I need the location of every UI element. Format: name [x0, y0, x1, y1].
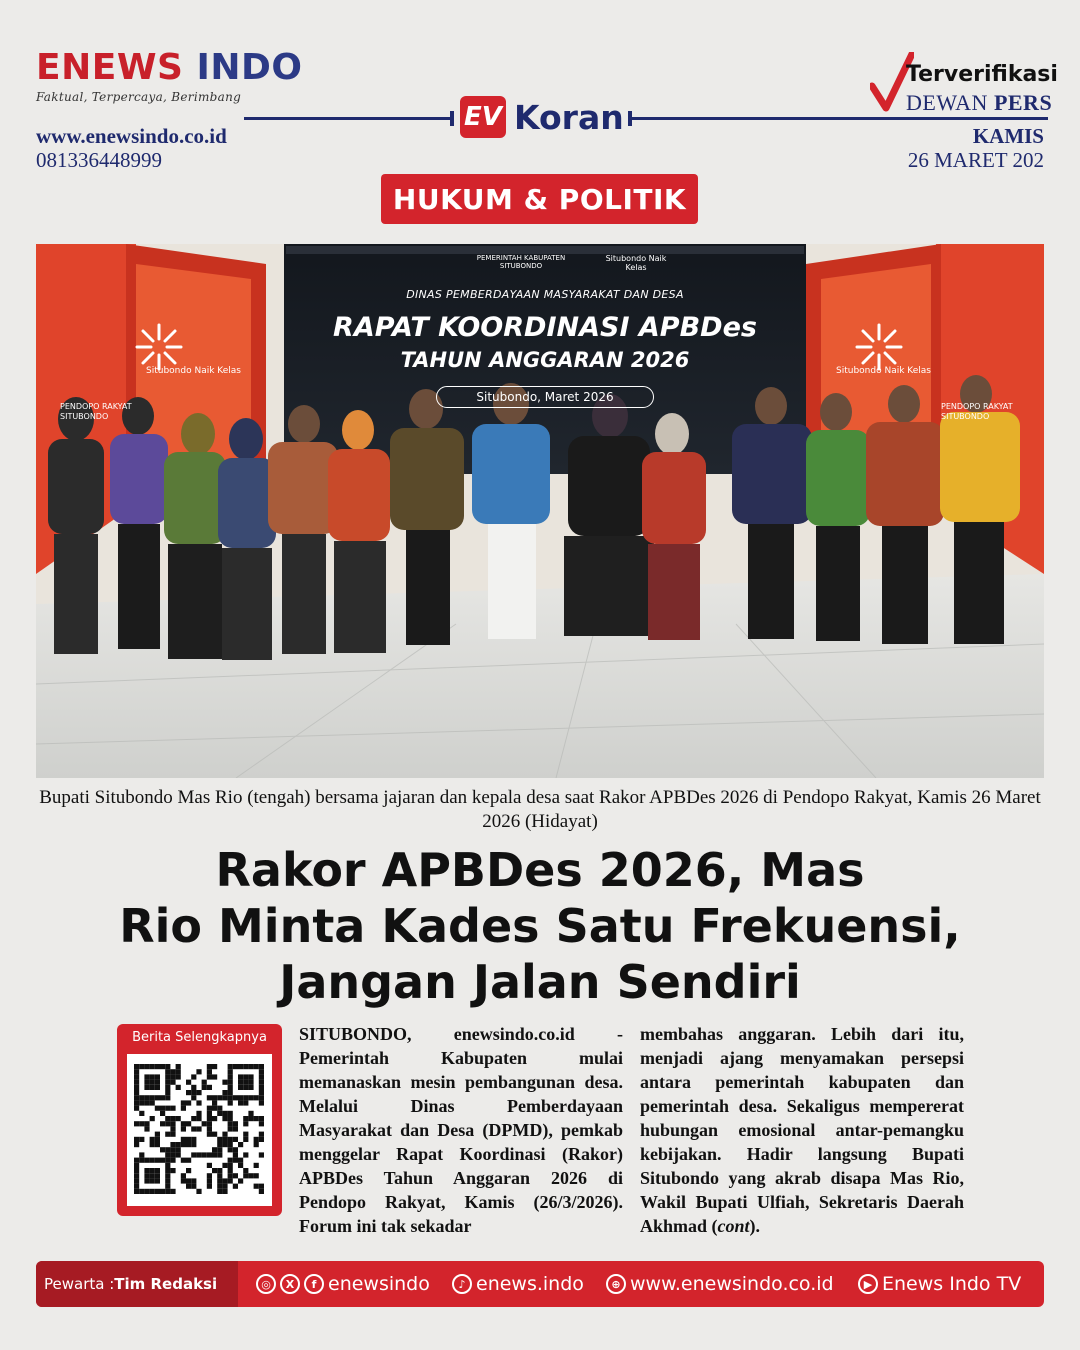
brand-tagline: Faktual, Terpercaya, Berimbang: [36, 90, 242, 104]
qr-label: Berita Selengkapnya: [132, 1030, 267, 1045]
banner-date: Situbondo, Maret 2026: [436, 386, 654, 408]
ev-logo-icon: EV: [460, 96, 506, 138]
instagram-icon: ◎: [256, 1274, 276, 1294]
edition-badge: [460, 96, 624, 138]
tiktok-handle-text: enews.indo: [476, 1273, 584, 1295]
facebook-icon: f: [304, 1274, 324, 1294]
footer-website[interactable]: [606, 1261, 834, 1307]
verified-badge: [870, 52, 1060, 114]
youtube-channel[interactable]: [858, 1261, 1021, 1307]
social-handle-text: enewsindo: [328, 1273, 430, 1295]
news-photo: [36, 244, 1044, 778]
qr-code-icon[interactable]: [127, 1054, 272, 1206]
globe-icon: ⊕: [606, 1274, 626, 1294]
venue-label-right: PENDOPO RAKYAT SITUBONDO: [941, 402, 1013, 421]
reporter-name: Tim Redaksi: [114, 1275, 218, 1293]
issue-date: 26 MARET 202: [907, 148, 1044, 172]
banner-logo-text-2: Situbondo Naik Kelas: [605, 254, 667, 272]
continued-marker: cont: [717, 1216, 750, 1236]
press-council-label: [906, 90, 1052, 116]
side-slogan-right: Situbondo Naik Kelas: [836, 366, 931, 376]
section-tag[interactable]: HUKUM & POLITIK: [381, 174, 698, 224]
footer-website-text: www.enewsindo.co.id: [630, 1273, 834, 1295]
tiktok-handle[interactable]: [452, 1261, 584, 1307]
header-rule-left: [244, 117, 452, 120]
article-column-2-text: membahas anggaran. Lebih dari itu, menjadi ajang menyamakan persepsi antara pemerintah kabupaten dan pemerintah desa. Sekaligus mempererat hubungan emosional antar-pemangku kebijakan. Hadir langsung Bupati Situbondo yang akrab disapa Mas Rio, Wakil Bupati Ulfiah, Sekretaris Daerah Akhmad (: [640, 1024, 964, 1236]
edition-label: Koran: [514, 97, 624, 137]
youtube-channel-text: Enews Indo TV: [882, 1273, 1022, 1295]
reporter-credit: [36, 1261, 238, 1307]
qr-code-box[interactable]: [117, 1024, 282, 1216]
press-council-part2: PERS: [993, 90, 1053, 115]
youtube-icon: ▶: [858, 1274, 878, 1294]
side-slogan-left: Situbondo Naik Kelas: [146, 366, 241, 376]
press-council-part1: DEWAN: [906, 90, 994, 115]
banner-logo-text-1: PEMERINTAH KABUPATEN SITUBONDO: [476, 254, 566, 270]
banner-title-2: TAHUN ANGGARAN 2026: [400, 348, 690, 372]
contact-info: [36, 124, 227, 172]
header-rule-cap: [450, 111, 454, 126]
article-column-2-end: ).: [749, 1216, 761, 1236]
headline-line-3: Jangan Jalan Sendiri: [279, 955, 801, 1009]
qr-pattern: [127, 1054, 272, 1206]
issue-day: KAMIS: [972, 124, 1044, 148]
tiktok-icon: ♪: [452, 1274, 472, 1294]
sunburst-logo-icon: [132, 320, 186, 374]
header-rule-cap: [628, 111, 632, 126]
article-column-2: [640, 1022, 964, 1238]
reporter-label: Pewarta :: [44, 1275, 115, 1293]
phone-number: 081336448999: [36, 148, 162, 172]
verified-label: Terverifikasi: [906, 62, 1058, 87]
x-icon: X: [280, 1274, 300, 1294]
header-rule-right: [632, 117, 1048, 120]
venue-label-left: PENDOPO RAKYAT SITUBONDO: [60, 402, 132, 421]
headline-line-2: Rio Minta Kades Satu Frekuensi,: [119, 899, 961, 953]
brand-logo[interactable]: [36, 48, 303, 104]
brand-name-part1: ENEWS: [36, 47, 197, 88]
dateline: [908, 124, 1044, 172]
article-column-1: SITUBONDO, enewsindo.co.id - Pemerintah Kabupaten mulai memanaskan mesin pembangunan desa. Melalui Dinas Pemberdayaan Masyarakat dan Desa (DPMD), pemkab menggelar Rapat Koordinasi (Rakor) APBDes Tahun Anggaran 2026 di Pendopo Rakyat, Kamis (26/3/2026). Forum ini tak sekadar: [299, 1024, 623, 1236]
headline: [60, 842, 1020, 1010]
headline-line-1: Rakor APBDes 2026, Mas: [215, 843, 865, 897]
brand-name-part2: INDO: [196, 47, 303, 88]
brand-name: [36, 48, 303, 88]
sunburst-logo-icon: [852, 320, 906, 374]
footer-bar: [36, 1261, 1044, 1307]
social-handle[interactable]: [256, 1261, 430, 1307]
photo-caption: Bupati Situbondo Mas Rio (tengah) bersama jajaran dan kepala desa saat Rakor APBDes 2026 di Pendopo Rakyat, Kamis 26 Maret 2026 (Hidayat): [39, 787, 1041, 832]
banner-title-1: RAPAT KOORDINASI APBDes: [333, 312, 757, 343]
website-link[interactable]: www.enewsindo.co.id: [36, 124, 227, 148]
banner-org: DINAS PEMBERDAYAAN MASYARAKAT DAN DESA: [406, 288, 684, 301]
